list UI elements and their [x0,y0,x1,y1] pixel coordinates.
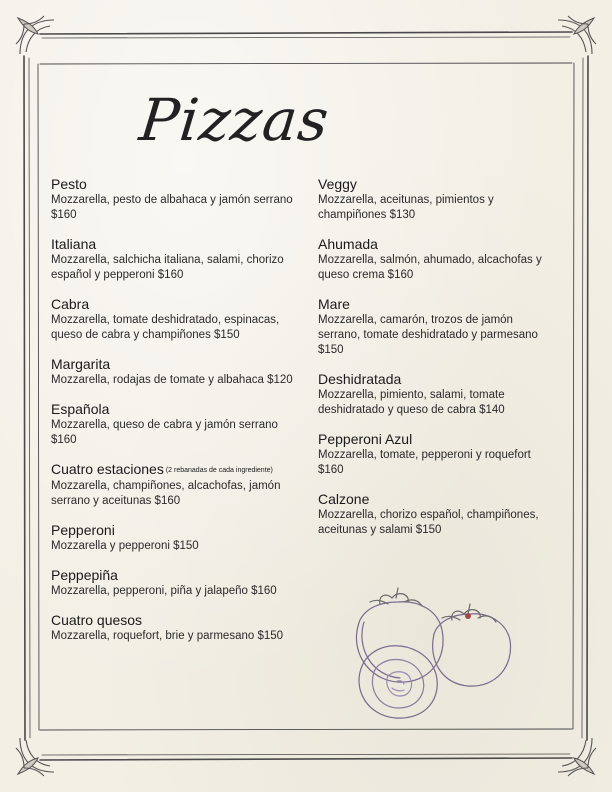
menu-column-right [318,176,558,538]
menu-item-name: Veggy [318,176,357,192]
page-title: Pizzas [136,86,333,154]
menu-item [318,431,558,478]
menu-item-name: Calzone [318,491,370,507]
menu-item-description: Mozzarella, pesto de albahaca y jamón serrano $160 [51,194,293,221]
menu-item-name: Pesto [51,176,87,192]
menu-item-name: Peppepiña [51,566,118,583]
menu-item [51,176,299,223]
menu-item-name: Italiana [51,236,97,252]
menu-item-note: (2 rebanadas de cada ingrediente) [165,466,273,474]
menu-item-description: Mozzarella, pimiento, salami, tomate deshidratado y queso de cabra $140 [318,389,505,416]
menu-item-description: Mozzarella, aceitunas, pimientos y champiñones $130 [318,194,494,221]
menu-item [318,491,558,538]
menu-item-description: Mozzarella, champiñones, alcachofas, jamón serrano y aceitunas $160 [51,479,281,507]
menu-item-name-line [51,461,299,479]
menu-item-name: Pepperoni [51,521,115,538]
menu-item-name: Pepperoni Azul [318,431,413,447]
menu-item-description: Mozzarella, tomate deshidratado, espinacas, queso de cabra y champiñones $150 [51,314,280,341]
menu-item [318,176,558,223]
menu-item-name: Cabra [51,296,90,312]
menu-item [51,401,299,448]
menu-item-description: Mozzarella, rodajas de tomate y albahaca $120 [51,374,293,386]
menu-item [51,612,299,644]
menu-item-description: Mozzarella, pepperoni, piña y jalapeño $160 [51,584,277,597]
menu-item-description: Mozzarella, roquefort, brie y parmesano $150 [51,629,284,642]
menu-item [318,296,558,358]
menu-column-left [51,176,299,644]
menu-item-description: Mozzarella y pepperoni $150 [51,539,199,552]
menu-item-description: Mozzarella, chorizo español, champiñones, aceitunas y salami $150 [318,509,539,536]
menu-item-description: Mozzarella, queso de cabra y jamón serrano $160 [51,419,278,446]
menu-item-description: Mozzarella, camarón, trozos de jamón serrano, tomate deshidratado y parmesano $150 [318,314,538,356]
menu-item-name: Cuatro quesos [51,611,143,628]
menu-item [51,296,299,343]
tomato-illustration [338,580,548,720]
menu-item [318,371,558,418]
menu-item-name: Española [51,401,110,417]
menu-item-name: Margarita [51,356,111,372]
menu-item-name: Mare [318,296,350,312]
menu-item-description: Mozzarella, tomate, pepperoni y roquefort $160 [318,449,531,476]
menu-item-name: Ahumada [318,236,378,252]
menu-item [51,461,299,509]
menu-item [51,356,299,388]
menu-item [51,522,299,554]
menu-item-description: Mozzarella, salchicha italiana, salami, chorizo español y pepperoni $160 [51,254,284,281]
menu-item [51,567,299,599]
menu-item-name: Deshidratada [318,371,402,387]
menu-item [318,236,558,283]
menu-item-name: Cuatro estaciones [51,461,164,477]
menu-item-description: Mozzarella, salmón, ahumado, alcachofas y queso crema $160 [318,254,542,281]
menu-item [51,236,299,283]
